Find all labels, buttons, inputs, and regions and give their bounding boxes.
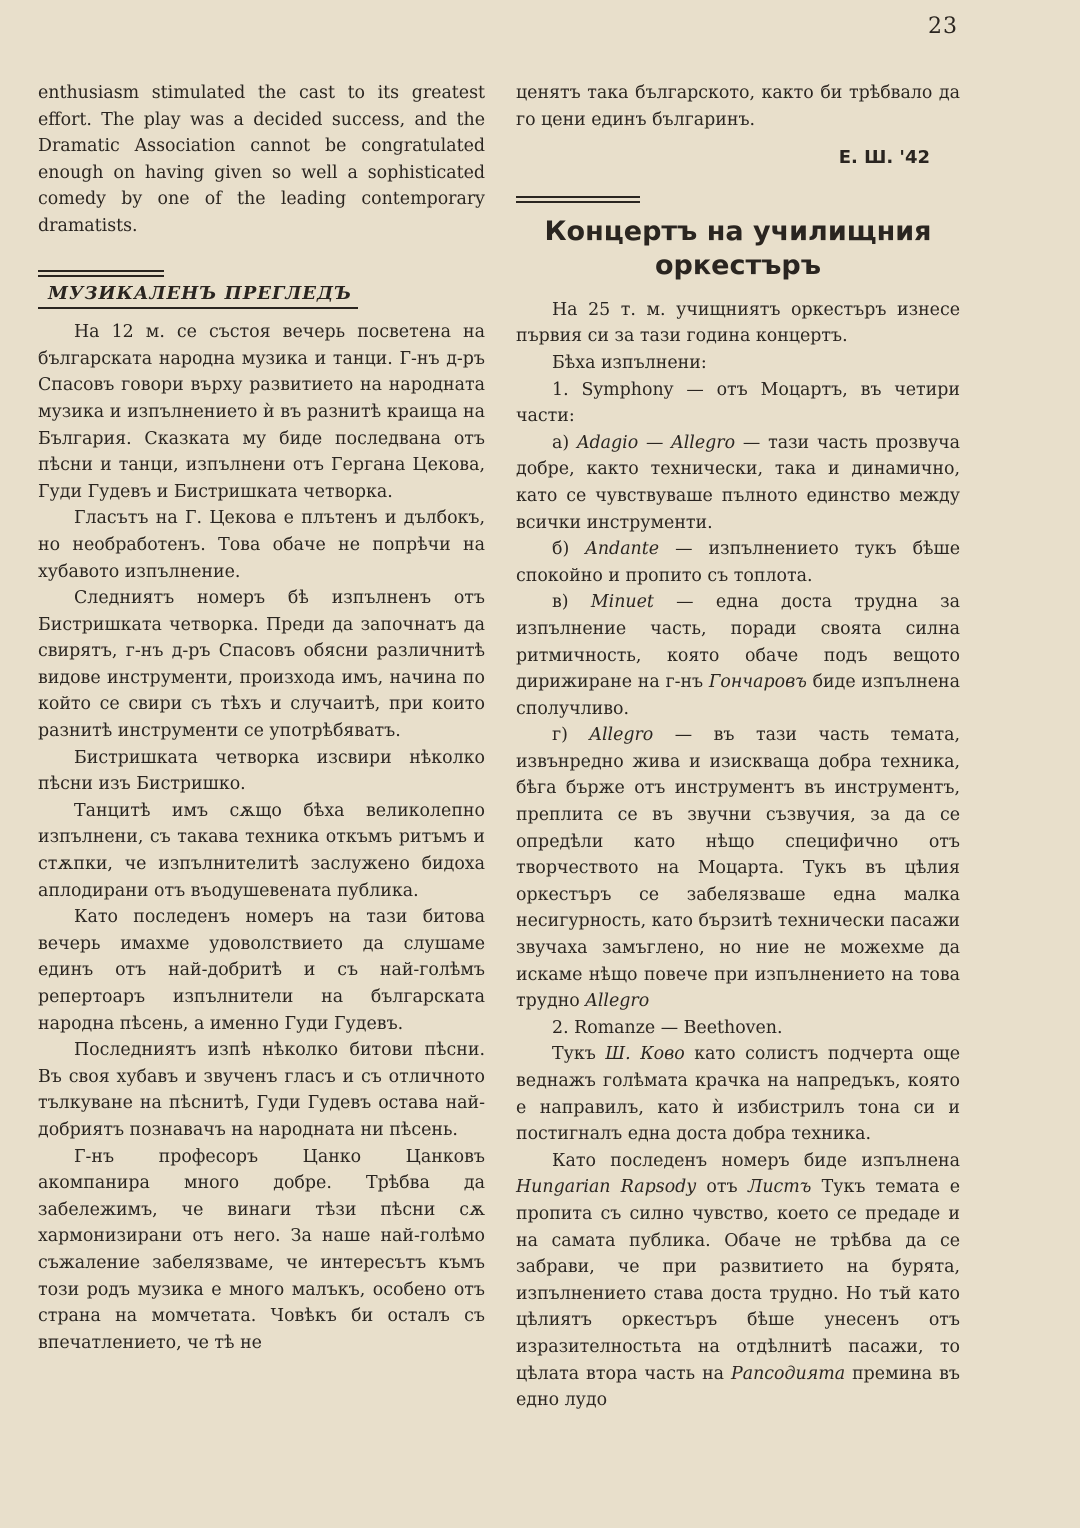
body-paragraph: Г-нъ професоръ Цанко Цанковъ акомпанира много добре. Трѣбва да забележимъ, че винаги тѣзи пѣсни сѫ хармонизирани отъ него. За наше най-голѣмо съжаление забелязваме, че интересътъ къмъ този родъ музика е много малъкъ, особено отъ страна на момчетата. Човѣкъ би осталъ съ впечатлението, че тѣ не [38, 1146, 485, 1353]
article-divider [516, 196, 640, 203]
article-title: Концертъ на училищния оркестъръ [544, 215, 932, 281]
movement-name: Minuet [590, 592, 654, 613]
movement-letter: в) [552, 592, 569, 613]
soloist-paragraph [516, 1041, 960, 1147]
right-column [516, 80, 960, 1414]
movement-text: — една доста трудна за изпълнение часть, поради своята силна ритмичность, която обаче подъ вещото дирижиране на г-нъ [516, 592, 960, 693]
item-title: Symphony [581, 379, 674, 400]
movement-name: Andante [585, 539, 660, 560]
text-fragment: като солистъ подчерта още веднажъ голѣмата крачка на напредъкъ, която е направилъ, като ѝ избистрилъ тона си и постигналъ една доста добра техника. [516, 1044, 961, 1145]
left-column [38, 80, 485, 1356]
intro-paragraph: На 25 т. м. учищниятъ оркестъръ изнесе първия си за тази година концертъ. [516, 299, 960, 347]
movement-text: биде изпълнена сполучливо. [516, 672, 960, 719]
movement-name: Allegro [589, 725, 654, 746]
movement-letter: б) [552, 539, 570, 560]
movement-letter: а) [552, 432, 570, 453]
program-item-2: 2. Romanze — Beethoven. [552, 1017, 783, 1038]
english-paragraph: enthusiasm stimulated the cast to its greatest effort. The play was a decided success, and the Dramatic Association cannot be congratulated enough on having given so well a sophisticated comedy by one of the leading contemporary dramatists. [38, 83, 485, 236]
body-paragraph: Следниятъ номеръ бѣ изпълненъ отъ Бистришката четворка. Преди да започнатъ да свирятъ, г-нъ д-ръ Спасовъ обясни различнитѣ видове инструменти, произхода имъ, начина по който се свири съ тѣхъ и случаитѣ, при които разнитѣ инструменти се употрѣбяватъ. [38, 588, 485, 742]
movement-letter: г) [552, 725, 568, 746]
body-paragraph: Танцитѣ имъ сѫщо бѣха великолепно изпълнени, съ такава техника откъмъ ритъмъ и стѫпки, че изпълнителитѣ заслужено бидоха аплодирани отъ въодушевената публика. [38, 800, 485, 901]
movement-d [516, 722, 960, 1015]
body-paragraph: Като последенъ номеръ на тази битова вечерь имахме удоволствието да слушаме единъ отъ най-добритѣ и съ най-голѣмъ репертоаръ изпълнители на българската народна пѣсень, а именно Гуди Гудевъ. [38, 907, 485, 1034]
program-item-1 [516, 377, 960, 430]
movement-text: — въ тази часть темата, извънредно жива и изискваща добра техника, бѣга бърже отъ инструментъ въ инструментъ, преплита се въ звучни съзвучия, за да се опредѣли като нѣщо специфично отъ творчеството на Моцарта. Тукъ въ цѣлия оркестъръ се забелязваше една малка несигурность, като бързитѣ технически пасажи звучаха замъглено, но ние не можехме да искаме нѣщо повече при изпълнението на това трудно [516, 725, 960, 1012]
body-paragraph: На 12 м. се състоя вечерь посветена на българската народна музика и танци. Г-нъ д-ръ Спасовъ говори върху развитието на народната музика и изпълнението ѝ въ разнитѣ краища на България. Сказката му биде последвана отъ пѣсни и танци, изпълнени отъ Гергана Цекова, Гуди Гудевъ и Бистришката четворка. [38, 322, 485, 502]
soloist-name: Ш. Ково [605, 1044, 685, 1065]
text-fragment: Като последенъ номеръ биде изпълнена [552, 1150, 960, 1171]
work-title: Hungarian Rapsody [516, 1177, 697, 1198]
movement-b [516, 536, 960, 589]
text-fragment: отъ [706, 1177, 738, 1198]
text-fragment: премина въ едно лудо [516, 1363, 960, 1411]
movement-a [516, 430, 960, 536]
item-number: 1. [552, 379, 569, 400]
author-signature: Е. Ш. '42 [838, 147, 930, 169]
page-number: 23 [928, 14, 958, 39]
conductor-name: Гончаровъ [708, 672, 807, 693]
composer-name: Листъ [747, 1177, 812, 1198]
work-title-bg: Рапсодията [731, 1363, 846, 1384]
section-heading: МУЗИКАЛЕНЪ ПРЕГЛЕДЪ [38, 281, 358, 310]
movement-text: — тази часть прозвуча добре, както технически, така и динамично, като се чувствуваше пълното единство между всички инструменти. [516, 432, 961, 533]
text-fragment: Тукъ темата е пропита съ силно чувство, което се предаде и на самата публика. Обаче не трѣбва да се забрави, че при развитието на бурята, изпълнението става доста трудно. Но тъй като цѣлиятъ оркестъръ бѣше унесенъ отъ изразителностьта на отдѣлнитѣ пасажи, то цѣлата втора часть на [516, 1177, 960, 1384]
continuation-paragraph: ценятъ така българското, както би трѣбвало да го цени единъ българинъ. [516, 83, 960, 130]
movement-name: Adagio — Allegro [576, 432, 736, 453]
body-paragraph: Гласътъ на Г. Цекова е плътенъ и дълбокъ, но необработенъ. Това обаче не попрѣчи на хубавото изпълнение. [38, 508, 485, 582]
performed-label: Бѣха изпълнени: [552, 352, 707, 373]
text-fragment: Тукъ [552, 1044, 596, 1065]
body-paragraph: Бистришката четворка изсвири нѣколко пѣсни изъ Бистришко. [38, 747, 485, 795]
last-paragraph [516, 1148, 960, 1414]
movement-c [516, 589, 960, 722]
movement-text: — изпълнението тукъ бѣше спокойно и пропито съ топлота. [516, 539, 960, 586]
section-divider [38, 270, 164, 277]
body-paragraph: Последниятъ изпѣ нѣколко битови пѣсни. Въ своя хубавъ и звученъ гласъ и съ отличното тълкуване на пѣснитѣ, Гуди Гудевъ остава най-добриятъ познавачъ на народната ни пѣсень. [38, 1040, 485, 1140]
item-text: — отъ Моцартъ, въ четири части: [516, 379, 960, 427]
movement-tail: Allegro [585, 991, 650, 1012]
